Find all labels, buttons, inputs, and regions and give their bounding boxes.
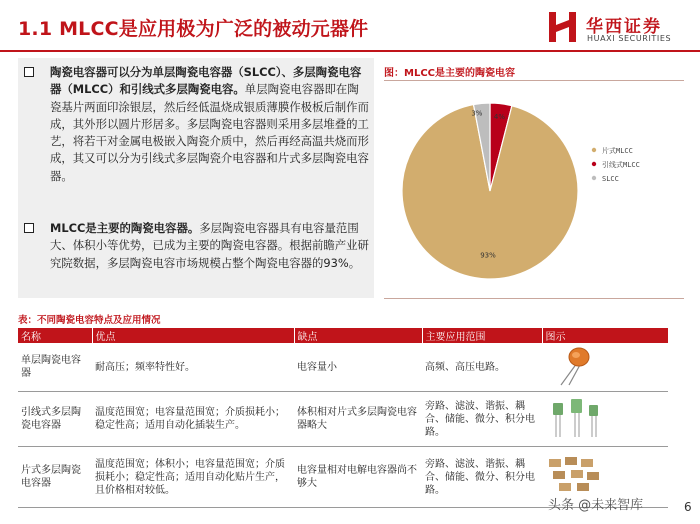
pie-data-label: 3% [471,109,483,118]
legend-label: 引线式MLCC [602,161,640,169]
pie-chart [384,84,684,298]
cell-name: 引线式多层陶瓷电容器 [18,392,92,447]
bullet-text [50,220,370,272]
cell-pros: 耐高压；频率特性好。 [92,343,294,392]
legend-marker [592,148,596,152]
bullet-bold-text: 陶瓷电容器可以分为单层陶瓷电容器（SLCC）、多层陶瓷电容器（MLCC）和引线式多层陶瓷电容。 [50,65,362,97]
disc-capacitor-image [545,343,605,387]
cell-image [542,343,668,392]
bullet-bold-text: MLCC是主要的陶瓷电容器。 [50,221,200,235]
table-row [18,343,668,392]
figure-bottom-rule [384,298,684,299]
cell-cons: 电容量小 [294,343,422,392]
pie-data-label: 93% [480,251,496,260]
huaxi-logo-icon [546,10,580,44]
capacitor-comparison-table [18,328,669,508]
cell-pros: 温度范围宽；体积小；电容量范围宽；介质损耗小；稳定性高；适用自动化贴片生产，且价格相对较低。 [92,447,294,508]
column-header: 主要应用范围 [422,328,542,343]
column-header: 名称 [18,328,92,343]
title-divider [0,50,700,52]
watermark: 头条 @未来智库 [548,498,644,513]
cell-image [542,392,668,447]
cell-apps: 旁路、滤波、谐振、耦合、储能、微分、积分电路。 [422,392,542,447]
bullet-body-text: 多层陶瓷电容器具有电容量范围大、体积小等优势，已成为主要的陶瓷电容器。根据前瞻产业研究院数据，多层陶瓷电容市场规模占整个陶瓷电容器的93%。 [50,221,369,270]
square-bullet-icon [24,67,34,77]
leaded-mlcc-image [545,395,605,439]
legend-marker [592,176,596,180]
logo-chinese-name: 华西证券 [586,17,662,37]
table-row [18,392,668,447]
company-logo [546,10,696,46]
bullet-body-text: 单层陶瓷电容器即在陶瓷基片两面印涂银层，然后经低温烧成银质薄膜作极板后制作而成，其外形以圆片形居多。多层陶瓷电容器则采用多层堆叠的工艺，将若干对金属电极嵌入陶瓷介质中，然后再经高温共烧而形成，其又可以分为引线式多层陶瓷介电容器和片式多层陶瓷电容器。 [50,82,369,183]
legend-label: SLCC [602,175,619,183]
column-header: 优点 [92,328,294,343]
cell-apps: 高频、高压电路。 [422,343,542,392]
page-title: 1.1 MLCC是应用极为广泛的被动元器件 [18,18,369,40]
page-number: 6 [684,500,692,514]
cell-name: 片式多层陶瓷电容器 [18,447,92,508]
cell-pros: 温度范围宽；电容量范围宽；介质损耗小；稳定性高；适用自动化插装生产。 [92,392,294,447]
legend-marker [592,162,596,166]
column-header: 缺点 [294,328,422,343]
cell-name: 单层陶瓷电容器 [18,343,92,392]
square-bullet-icon [24,223,34,233]
table-caption: 表：不同陶瓷电容特点及应用情况 [18,315,161,326]
cell-cons: 电容量相对电解电容器尚不够大 [294,447,422,508]
column-header: 图示 [542,328,668,343]
figure-caption: 图：MLCC是主要的陶瓷电容 [384,68,516,79]
bullet-text [50,64,370,185]
table-header-row [18,328,668,343]
legend-label: 片式MLCC [602,147,633,155]
summary-panel [18,58,374,298]
chip-mlcc-image [545,453,605,497]
logo-english-name: HUAXI SECURITIES [587,34,672,43]
cell-cons: 体积相对片式多层陶瓷电容器略大 [294,392,422,447]
figure-top-rule [384,80,684,81]
cell-apps: 旁路、滤波、谐振、耦合、储能、微分、积分电路。 [422,447,542,508]
pie-data-label: 4% [493,112,506,121]
